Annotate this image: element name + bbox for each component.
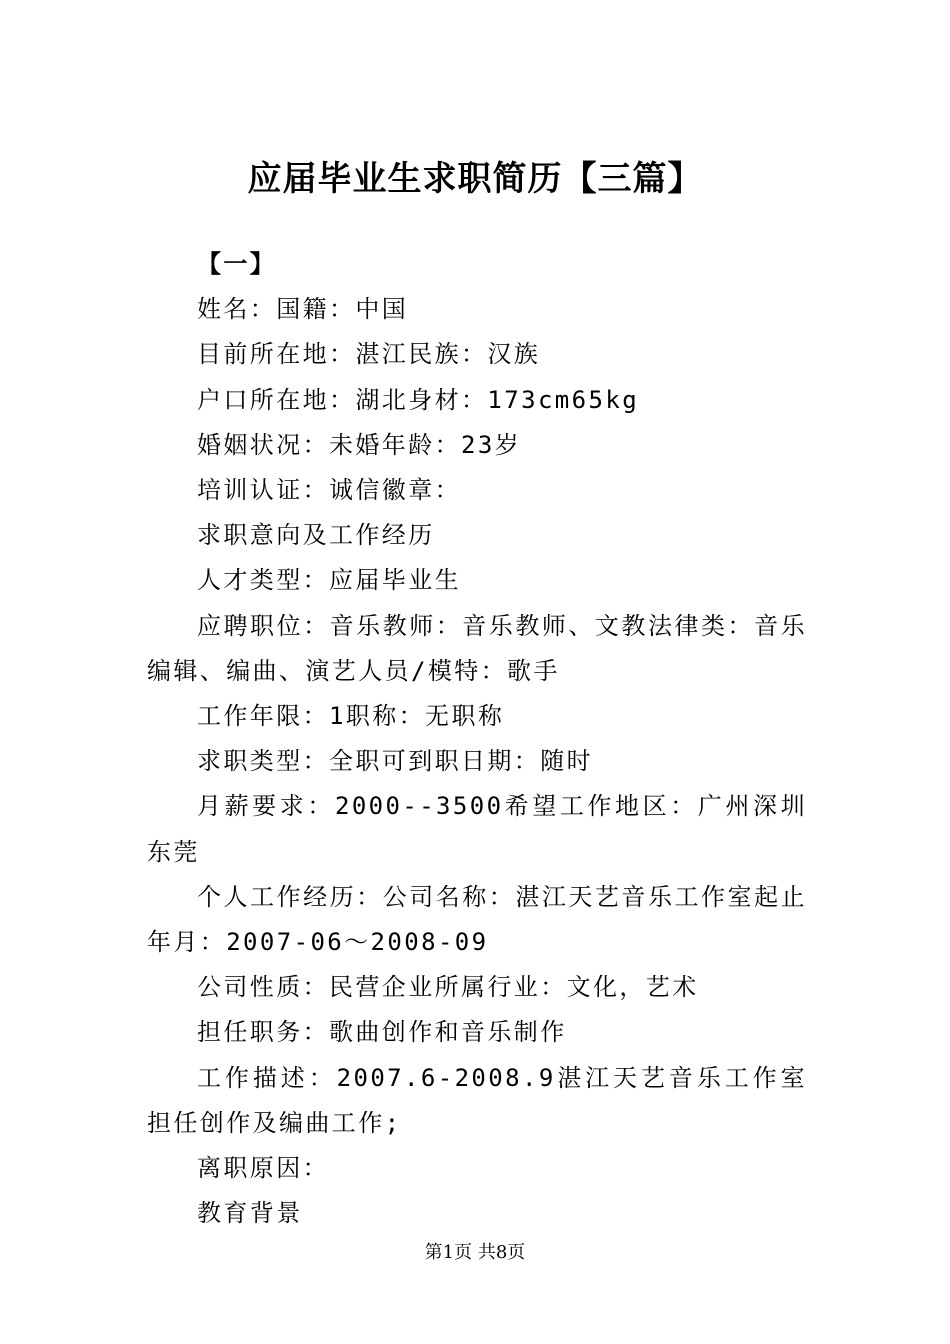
body-paragraph: 工作描述：2007.6-2008.9湛江天艺音乐工作室担任创作及编曲工作; [147,1063,807,1137]
document-title: 应届毕业生求职简历【三篇】 [247,158,703,199]
body-paragraph: 离职原因： [197,1154,329,1183]
body-paragraph: 户口所在地：湖北身材：173cm65kg [197,385,640,414]
body-paragraph: 求职类型：全职可到职日期：随时 [197,747,593,776]
body-paragraph: 教育背景 [197,1199,303,1228]
body-paragraph: 培训认证：诚信徽章： [197,476,461,505]
section-heading: 【一】 [197,250,277,278]
body-paragraph: 人才类型：应届毕业生 [197,566,461,595]
page-footer: 第1页 共8页 [424,1242,526,1263]
body-paragraph: 个人工作经历：公司名称：湛江天艺音乐工作室起止年月：2007-06～2008-09 [147,882,807,957]
body-paragraph: 公司性质：民营企业所属行业：文化，艺术 [197,973,699,1002]
body-paragraph: 姓名：国籍：中国 [197,295,409,324]
body-paragraph: 担任职务：歌曲创作和音乐制作 [197,1018,567,1047]
body-paragraph: 目前所在地：湛江民族：汉族 [197,340,541,369]
body-paragraph: 月薪要求：2000--3500希望工作地区：广州深圳东莞 [147,792,807,866]
body-paragraph: 应聘职位：音乐教师：音乐教师、文教法律类：音乐编辑、编曲、演艺人员/模特：歌手 [147,611,807,685]
document-body [147,242,807,1236]
body-paragraph: 婚姻状况：未婚年龄：23岁 [197,430,522,459]
body-paragraph: 工作年限：1职称：无职称 [197,702,505,731]
body-paragraph: 求职意向及工作经历 [197,521,435,550]
